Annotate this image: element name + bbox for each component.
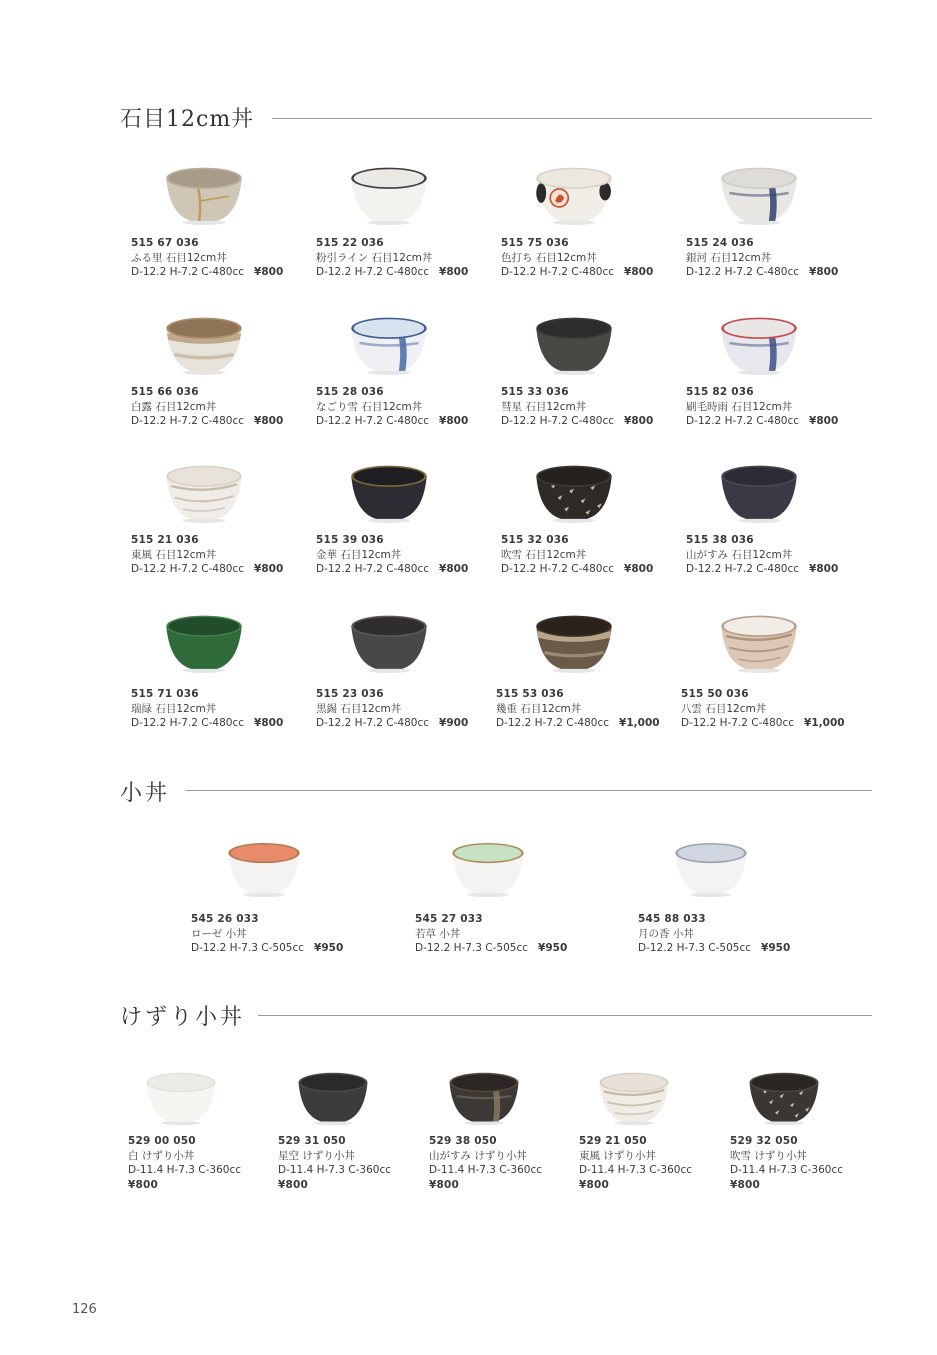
product-code: 515 71 036	[131, 688, 199, 700]
product-name: 月の香 小丼	[638, 927, 694, 940]
product-spec-row	[501, 562, 653, 577]
product-spec-row	[501, 265, 653, 280]
product-name: 黒錫 石目12cm丼	[316, 702, 402, 715]
product-price: ¥950	[314, 942, 344, 955]
product-dimensions: D-11.4 H-7.3 C-360cc	[429, 1164, 543, 1177]
product-dimensions: D-11.4 H-7.3 C-360cc	[579, 1164, 693, 1177]
bowl-photo	[163, 458, 245, 524]
product-name: 白露 石目12cm丼	[131, 400, 217, 413]
bowl-photo	[746, 1066, 822, 1126]
product-info	[316, 385, 468, 429]
bowl-image	[163, 458, 245, 524]
product-name: 白 けずり小丼	[128, 1149, 195, 1162]
bowl-photo	[533, 310, 615, 376]
product-spec-row	[131, 716, 283, 731]
bowl-photo	[163, 310, 245, 376]
product-dimensions: D-12.2 H-7.2 C-480cc	[131, 563, 245, 576]
product-spec-row	[686, 414, 838, 429]
bowl-photo	[533, 160, 615, 226]
product-spec-row	[316, 414, 468, 429]
bowl-image	[348, 310, 430, 376]
product-code: 515 21 036	[131, 534, 199, 546]
product-dimensions: D-12.2 H-7.2 C-480cc	[681, 717, 795, 730]
product-info	[686, 385, 838, 429]
product-dimensions: D-11.4 H-7.3 C-360cc	[278, 1164, 392, 1177]
product-dimensions: D-12.2 H-7.3 C-505cc	[415, 942, 529, 955]
product-price: ¥800	[254, 563, 284, 576]
product-spec-row	[131, 414, 283, 429]
product-code: 515 66 036	[131, 386, 199, 398]
product-price: ¥800	[439, 415, 469, 428]
product-code: 515 39 036	[316, 534, 384, 546]
bowl-image	[295, 1066, 371, 1126]
section-title-kodon: 小丼	[120, 781, 171, 806]
product-info	[316, 687, 468, 731]
bowl-photo	[718, 160, 800, 226]
bowl-image	[163, 608, 245, 674]
product-name: 瑞緑 石目12cm丼	[131, 702, 217, 715]
product-name: 吹雪 けずり小丼	[730, 1149, 807, 1162]
product-code: 515 28 036	[316, 386, 384, 398]
product-name: 若草 小丼	[415, 927, 461, 940]
bowl-image	[718, 310, 800, 376]
section-divider	[272, 118, 872, 119]
product-price: ¥800	[429, 1178, 460, 1191]
product-code: 515 50 036	[681, 688, 749, 700]
product-spec-row	[496, 716, 660, 731]
bowl-photo	[348, 310, 430, 376]
bowl-photo	[348, 608, 430, 674]
bowl-photo	[533, 608, 615, 674]
product-dimensions: D-11.4 H-7.3 C-360cc	[128, 1164, 242, 1177]
product-info	[501, 533, 653, 577]
product-info	[496, 687, 660, 731]
product-price: ¥800	[439, 266, 469, 279]
product-info	[501, 385, 653, 429]
product-price: ¥800	[809, 266, 839, 279]
product-price: ¥800	[254, 415, 284, 428]
product-code: 529 38 050	[429, 1135, 497, 1147]
bowl-image	[533, 458, 615, 524]
product-code: 529 00 050	[128, 1135, 196, 1147]
product-price: ¥800	[624, 266, 654, 279]
bowl-image	[143, 1066, 219, 1126]
product-info	[316, 236, 468, 280]
bowl-image	[718, 458, 800, 524]
product-dimensions: D-12.2 H-7.2 C-480cc	[686, 563, 800, 576]
product-dimensions: D-11.4 H-7.3 C-360cc	[730, 1164, 844, 1177]
product-dimensions: D-12.2 H-7.2 C-480cc	[316, 717, 430, 730]
product-spec-row	[681, 716, 845, 731]
product-spec-row	[316, 562, 468, 577]
product-spec-row	[131, 265, 283, 280]
product-price: ¥1,000	[804, 717, 845, 730]
product-price: ¥900	[439, 717, 469, 730]
product-price: ¥1,000	[619, 717, 660, 730]
product-code: 515 53 036	[496, 688, 564, 700]
bowl-photo	[143, 1066, 219, 1126]
product-dimensions: D-12.2 H-7.2 C-480cc	[316, 563, 430, 576]
product-dimensions: D-12.2 H-7.2 C-480cc	[501, 266, 615, 279]
bowl-photo	[295, 1066, 371, 1126]
bowl-photo	[718, 608, 800, 674]
product-price: ¥800	[254, 717, 284, 730]
product-name: 色打ち 石目12cm丼	[501, 251, 597, 264]
product-dimensions: D-12.2 H-7.2 C-480cc	[316, 415, 430, 428]
product-name: 吹雪 石目12cm丼	[501, 548, 587, 561]
product-dimensions: D-12.2 H-7.2 C-480cc	[131, 717, 245, 730]
product-name: 星空 けずり小丼	[278, 1149, 355, 1162]
product-spec-row	[686, 265, 838, 280]
product-info	[681, 687, 845, 731]
bowl-photo	[446, 1066, 522, 1126]
product-name: 粉引ライン 石目12cm丼	[316, 251, 433, 264]
section-divider	[186, 790, 872, 791]
product-dimensions: D-12.2 H-7.2 C-480cc	[131, 266, 245, 279]
product-price: ¥800	[730, 1178, 761, 1191]
product-spec-row	[415, 941, 567, 956]
product-code: 515 33 036	[501, 386, 569, 398]
product-spec-row	[501, 414, 653, 429]
product-code: 515 22 036	[316, 237, 384, 249]
product-dimensions: D-12.2 H-7.2 C-480cc	[131, 415, 245, 428]
product-code: 515 67 036	[131, 237, 199, 249]
product-price: ¥950	[538, 942, 568, 955]
page-number: 126	[72, 1302, 97, 1317]
product-price: ¥800	[809, 415, 839, 428]
bowl-image	[348, 458, 430, 524]
bowl-image	[224, 836, 304, 898]
product-code: 515 32 036	[501, 534, 569, 546]
product-name: 八雲 石目12cm丼	[681, 702, 767, 715]
product-name: 刷毛時雨 石目12cm丼	[686, 400, 793, 413]
product-code: 515 38 036	[686, 534, 754, 546]
product-code: 545 27 033	[415, 913, 483, 925]
bowl-photo	[533, 458, 615, 524]
product-info	[501, 236, 653, 280]
product-info	[131, 687, 283, 731]
bowl-photo	[596, 1066, 672, 1126]
bowl-photo	[163, 608, 245, 674]
product-price: ¥800	[624, 563, 654, 576]
product-code: 515 75 036	[501, 237, 569, 249]
bowl-image	[348, 160, 430, 226]
product-price: ¥800	[278, 1178, 309, 1191]
product-info	[131, 236, 283, 280]
product-code: 515 82 036	[686, 386, 754, 398]
bowl-photo	[163, 160, 245, 226]
bowl-image	[448, 836, 528, 898]
product-info	[278, 1134, 391, 1192]
product-info	[316, 533, 468, 577]
product-name: 山がすみ 石目12cm丼	[686, 548, 793, 561]
product-dimensions: D-12.2 H-7.2 C-480cc	[316, 266, 430, 279]
product-dimensions: D-12.2 H-7.3 C-505cc	[191, 942, 305, 955]
product-info	[730, 1134, 843, 1192]
product-code: 515 23 036	[316, 688, 384, 700]
product-info	[131, 533, 283, 577]
product-dimensions: D-12.2 H-7.3 C-505cc	[638, 942, 752, 955]
bowl-photo	[718, 458, 800, 524]
product-code: 529 32 050	[730, 1135, 798, 1147]
product-info	[429, 1134, 542, 1192]
product-price: ¥800	[809, 563, 839, 576]
product-name: 幾重 石目12cm丼	[496, 702, 582, 715]
product-price: ¥800	[254, 266, 284, 279]
bowl-photo	[718, 310, 800, 376]
product-code: 515 24 036	[686, 237, 754, 249]
product-code: 529 21 050	[579, 1135, 647, 1147]
bowl-image	[533, 608, 615, 674]
bowl-image	[718, 608, 800, 674]
product-price: ¥800	[128, 1178, 159, 1191]
product-info	[686, 236, 838, 280]
product-name: 銀河 石目12cm丼	[686, 251, 772, 264]
product-name: なごり雪 石目12cm丼	[316, 400, 423, 413]
bowl-image	[446, 1066, 522, 1126]
product-code: 545 88 033	[638, 913, 706, 925]
bowl-image	[533, 310, 615, 376]
product-info	[579, 1134, 692, 1192]
bowl-image	[348, 608, 430, 674]
product-spec-row	[316, 716, 468, 731]
product-code: 529 31 050	[278, 1135, 346, 1147]
product-spec-row	[316, 265, 468, 280]
product-dimensions: D-12.2 H-7.2 C-480cc	[501, 415, 615, 428]
bowl-image	[163, 310, 245, 376]
bowl-image	[718, 160, 800, 226]
bowl-photo	[348, 458, 430, 524]
product-dimensions: D-12.2 H-7.2 C-480cc	[686, 415, 800, 428]
product-name: 東風 石目12cm丼	[131, 548, 217, 561]
bowl-image	[746, 1066, 822, 1126]
product-price: ¥800	[624, 415, 654, 428]
product-info	[191, 912, 343, 956]
product-dimensions: D-12.2 H-7.2 C-480cc	[686, 266, 800, 279]
product-info	[686, 533, 838, 577]
product-spec-row	[191, 941, 343, 956]
product-name: 金華 石目12cm丼	[316, 548, 402, 561]
product-spec-row	[638, 941, 790, 956]
product-info	[128, 1134, 241, 1192]
section-title-ishime: 石目12cm丼	[120, 107, 255, 132]
product-name: 山がすみ けずり小丼	[429, 1149, 527, 1162]
bowl-image	[163, 160, 245, 226]
product-price: ¥950	[761, 942, 791, 955]
product-price: ¥800	[439, 563, 469, 576]
bowl-photo	[224, 836, 304, 898]
bowl-image	[671, 836, 751, 898]
section-title-kezuri: けずり小丼	[120, 1005, 246, 1030]
product-dimensions: D-12.2 H-7.2 C-480cc	[496, 717, 610, 730]
product-name: 東風 けずり小丼	[579, 1149, 656, 1162]
bowl-image	[596, 1066, 672, 1126]
product-info	[415, 912, 567, 956]
section-divider	[258, 1015, 872, 1016]
product-info	[131, 385, 283, 429]
product-price: ¥800	[579, 1178, 610, 1191]
product-name: ふる里 石目12cm丼	[131, 251, 227, 264]
bowl-image	[533, 160, 615, 226]
bowl-photo	[448, 836, 528, 898]
product-code: 545 26 033	[191, 913, 259, 925]
bowl-photo	[348, 160, 430, 226]
product-spec-row	[131, 562, 283, 577]
bowl-photo	[671, 836, 751, 898]
product-dimensions: D-12.2 H-7.2 C-480cc	[501, 563, 615, 576]
product-name: ローゼ 小丼	[191, 927, 247, 940]
product-name: 彗星 石目12cm丼	[501, 400, 587, 413]
product-spec-row	[686, 562, 838, 577]
product-info	[638, 912, 790, 956]
